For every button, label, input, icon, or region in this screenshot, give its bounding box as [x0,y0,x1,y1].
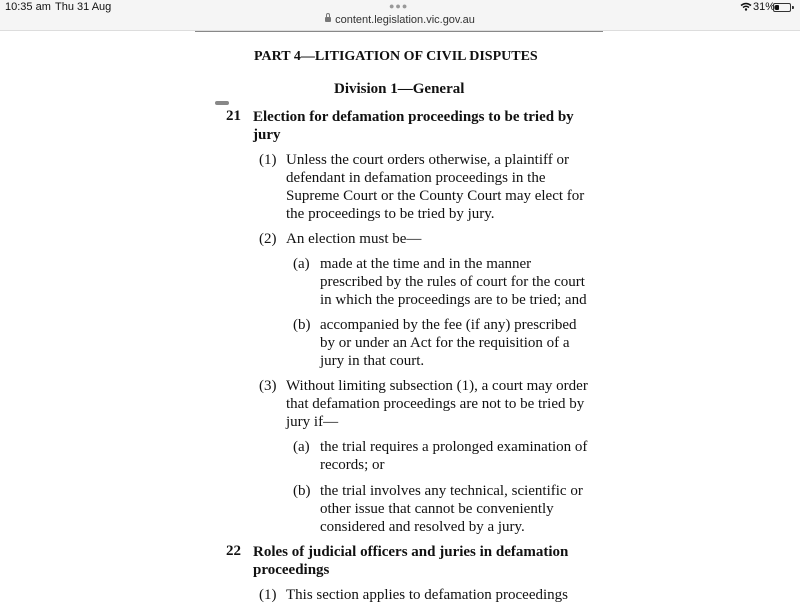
battery-fill [775,5,779,10]
status-time: 10:35 am [5,1,51,13]
text-line: accompanied by the fee (if any) prescribed [320,317,577,333]
text-line: jury if— [286,414,339,430]
title-line: jury [253,127,281,143]
paragraph-21-2-a [320,255,587,309]
text-line: in which the proceedings are to be tried; and [320,292,587,308]
top-rule [195,31,603,32]
subsection-number: (1) [259,152,277,168]
text-line: by or under an Act for the requisition of a [320,335,570,351]
subsection-22-1 [286,586,568,604]
paragraph-21-2-b [320,316,577,370]
paragraph-number: (b) [293,483,311,499]
battery-tip [792,6,794,9]
multitasking-dots-icon[interactable]: ●●● [389,1,409,11]
subsection-21-3 [286,377,588,431]
title-line: Roles of judicial officers and juries in defamation [253,544,569,560]
scroll-indicator[interactable] [215,101,229,105]
text-line: Unless the court orders otherwise, a plaintiff or [286,152,569,168]
section-21-title [253,108,603,144]
section-22-title [253,543,603,579]
wifi-icon [740,2,752,11]
text-line: An election must be— [286,231,422,247]
text-line: This section applies to defamation proceedings [286,587,569,603]
subsection-21-1 [286,151,584,223]
subsection-number: (3) [259,378,277,394]
paragraph-number: (a) [293,256,310,272]
paragraph-number: (b) [293,317,311,333]
text-line: defendant in defamation proceedings in the [286,170,546,186]
battery-icon [773,3,791,12]
text-line: that defamation proceedings are not to be tried by [286,396,585,412]
title-line: proceedings [253,562,330,578]
section-21-number: 21 [226,108,241,124]
battery-percent: 31% [753,1,776,13]
text-line: prescribed by the rules of court for the court [320,274,585,290]
text-line: other issue that cannot be conveniently [320,501,554,517]
paragraph-number: (a) [293,439,310,455]
lock-icon [325,17,331,22]
address-bar[interactable] [0,14,800,26]
paragraph-21-3-a [320,438,587,474]
text-line: the trial involves any technical, scientific or [320,483,583,499]
subsection-number: (1) [259,587,277,603]
text-line: Supreme Court or the County Court may elect for [286,188,585,204]
section-22-number: 22 [226,543,241,559]
text-line: Without limiting subsection (1), a court may order [286,378,588,394]
subsection-number: (2) [259,231,277,247]
url-text: content.legislation.vic.gov.au [335,14,475,26]
text-line: the proceedings to be tried by jury. [286,206,495,222]
title-line: Election for defamation proceedings to be tried by [253,109,574,125]
text-line: the trial requires a prolonged examination of [320,439,588,455]
division-heading: Division 1—General [334,81,465,97]
text-line: records; or [320,457,385,473]
text-line: jury in that court. [320,353,425,369]
part-heading: PART 4—LITIGATION OF CIVIL DISPUTES [254,49,538,64]
text-line: made at the time and in the manner [320,256,532,272]
subsection-21-2 [286,230,421,248]
status-bar [0,0,800,31]
paragraph-21-3-b [320,482,583,536]
text-line: considered and resolved by a jury. [320,519,525,535]
status-date: Thu 31 Aug [55,1,112,13]
